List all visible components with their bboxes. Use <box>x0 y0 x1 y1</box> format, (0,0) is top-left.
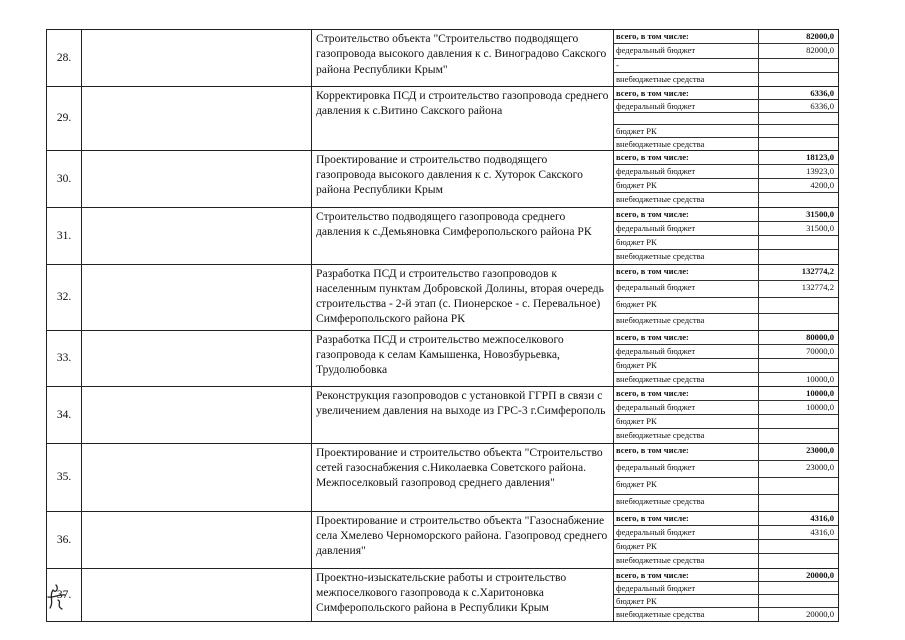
funding-source-label: внебюджетные средства <box>614 494 759 511</box>
financing-line <box>614 100 838 113</box>
project-description: Строительство объекта "Строительство подводящего газопровода высокого давления к с. Виноградово Сакского района Республики Крым" <box>312 30 614 87</box>
funding-source-label: всего, в том числе: <box>614 265 759 281</box>
financing-total-line <box>614 30 838 44</box>
funding-source-label: - <box>614 58 759 72</box>
financing-line <box>614 494 838 511</box>
funding-source-label: всего, в том числе: <box>614 208 759 222</box>
investment-table <box>46 29 839 622</box>
funding-source-label: всего, в том числе: <box>614 87 759 100</box>
empty-cell <box>82 386 312 443</box>
funding-amount <box>759 429 839 443</box>
financing-cell <box>614 568 839 621</box>
financing-cell <box>614 207 839 264</box>
financing-breakdown <box>614 87 838 150</box>
handwritten-signature <box>44 582 70 612</box>
project-description: Строительство подводящего газопровода среднего давления к с.Демьяновка Симферопольского района РК <box>312 207 614 264</box>
funding-source-label: бюджет РК <box>614 179 759 193</box>
financing-breakdown <box>614 444 838 511</box>
financing-line <box>614 358 838 372</box>
financing-line <box>614 595 838 608</box>
project-description: Разработка ПСД и строительство межпоселкового газопровода к селам Камышенка, Новозбурьевка, Трудолюбовка <box>312 330 614 386</box>
financing-breakdown <box>614 265 838 330</box>
funding-amount: 31500,0 <box>759 221 839 235</box>
financing-breakdown <box>614 208 838 264</box>
funding-amount: 23000,0 <box>759 444 839 461</box>
financing-line <box>614 415 838 429</box>
funding-source-label: федеральный бюджет <box>614 460 759 477</box>
empty-cell <box>82 30 312 87</box>
row-number: 30. <box>47 150 82 207</box>
financing-line <box>614 137 838 150</box>
financing-line <box>614 372 838 386</box>
financing-line <box>614 525 838 539</box>
table-row <box>47 511 839 568</box>
row-number: 31. <box>47 207 82 264</box>
funding-amount <box>759 554 839 568</box>
financing-line <box>614 477 838 494</box>
financing-total-line <box>614 87 838 100</box>
funding-source-label: всего, в том числе: <box>614 387 759 401</box>
project-description: Проектирование и строительство объекта "Строительство сетей газоснабжения с.Николаевка Советского района. Межпоселковый газопровод среднего давления" <box>312 443 614 511</box>
funding-source-label: всего, в том числе: <box>614 30 759 44</box>
table-row <box>47 150 839 207</box>
financing-total-line <box>614 444 838 461</box>
financing-cell <box>614 511 839 568</box>
table-row <box>47 87 839 151</box>
funding-amount: 13923,0 <box>759 164 839 178</box>
funding-amount: 132774,2 <box>759 281 839 298</box>
funding-source-label: всего, в том числе: <box>614 444 759 461</box>
empty-cell <box>82 87 312 151</box>
financing-total-line <box>614 151 838 165</box>
financing-breakdown <box>614 331 838 386</box>
funding-source-label <box>614 113 759 125</box>
funding-amount <box>759 358 839 372</box>
funding-amount: 132774,2 <box>759 265 839 281</box>
row-number: 28. <box>47 30 82 87</box>
funding-amount: 10000,0 <box>759 400 839 414</box>
funding-source-label: бюджет РК <box>614 595 759 608</box>
financing-cell <box>614 87 839 151</box>
table-body <box>47 30 839 622</box>
funding-amount <box>759 415 839 429</box>
funding-amount: 10000,0 <box>806 373 834 384</box>
project-description: Проектирование и строительство объекта "Газоснабжение села Хмелево Черноморского района. Газопровод среднего давления" <box>312 511 614 568</box>
funding-amount <box>759 297 839 314</box>
empty-cell <box>82 568 312 621</box>
funding-amount <box>759 494 839 511</box>
financing-line <box>614 314 838 330</box>
financing-cell <box>614 330 839 386</box>
funding-source-label: внебюджетные средства <box>614 429 759 443</box>
project-description: Проектирование и строительство подводящего газопровода высокого давления к с. Хуторок Сакского района Республики Крым <box>312 150 614 207</box>
financing-total-line <box>614 208 838 222</box>
financing-total-line <box>614 387 838 401</box>
financing-total-line <box>614 265 838 281</box>
financing-cell <box>614 264 839 330</box>
financing-line <box>614 44 838 58</box>
funding-amount <box>759 540 839 554</box>
financing-line <box>614 400 838 414</box>
funding-source-label: бюджет РК <box>614 540 759 554</box>
row-number: 33. <box>47 330 82 386</box>
financing-total-line <box>614 569 838 582</box>
table-row <box>47 443 839 511</box>
financing-breakdown <box>614 512 838 568</box>
financing-line <box>614 460 838 477</box>
funding-amount <box>759 595 839 608</box>
financing-cell <box>614 150 839 207</box>
financing-line <box>614 72 838 86</box>
project-description: Корректировка ПСД и строительство газопровода среднего давления к с.Витино Сакского района <box>312 87 614 151</box>
financing-line <box>614 281 838 298</box>
table-row <box>47 386 839 443</box>
empty-cell <box>82 207 312 264</box>
funding-source-label: внебюджетные средства <box>614 372 759 386</box>
financing-line <box>614 193 838 207</box>
row-number: 36. <box>47 511 82 568</box>
empty-cell <box>82 511 312 568</box>
financing-cell <box>614 443 839 511</box>
funding-amount: 6336,0 <box>759 100 839 113</box>
funding-source-label: внебюджетные средства <box>614 137 759 150</box>
funding-source-label: бюджет РК <box>614 477 759 494</box>
financing-line <box>614 236 838 250</box>
funding-amount: 31500,0 <box>759 208 839 222</box>
row-number: 35. <box>47 443 82 511</box>
funding-source-label: бюджет РК <box>614 236 759 250</box>
funding-source-label: федеральный бюджет <box>614 525 759 539</box>
financing-breakdown <box>614 569 838 621</box>
funding-source-label: всего, в том числе: <box>614 569 759 582</box>
funding-amount <box>759 477 839 494</box>
funding-source-label: всего, в том числе: <box>614 331 759 345</box>
financing-line <box>614 429 838 443</box>
funding-amount: 70000,0 <box>759 344 839 358</box>
funding-amount: 20000,0 <box>806 609 834 620</box>
financing-total-line <box>614 331 838 345</box>
funding-source-label: федеральный бюджет <box>614 100 759 113</box>
funding-source-label: бюджет РК <box>614 358 759 372</box>
financing-total-line <box>614 512 838 526</box>
row-number: 32. <box>47 264 82 330</box>
financing-line <box>614 540 838 554</box>
funding-source-label: бюджет РК <box>614 297 759 314</box>
funding-source-label: внебюджетные средства <box>614 554 759 568</box>
financing-line <box>614 250 838 264</box>
funding-source-label: федеральный бюджет <box>614 164 759 178</box>
empty-cell <box>82 330 312 386</box>
financing-line <box>614 344 838 358</box>
financing-line <box>614 164 838 178</box>
financing-breakdown <box>614 30 838 86</box>
project-description: Проектно-изыскательские работы и строительство межпоселкового газопровода к с.Харитоновка Симферопольского района в Республики Крым <box>312 568 614 621</box>
table-row <box>47 568 839 621</box>
funding-amount <box>759 137 839 150</box>
funding-source-label: федеральный бюджет <box>614 344 759 358</box>
funding-source-label: внебюджетные средства <box>614 72 759 86</box>
row-number: 29. <box>47 87 82 151</box>
financing-line <box>614 554 838 568</box>
funding-source-label: всего, в том числе: <box>614 151 759 165</box>
table-row <box>47 207 839 264</box>
funding-source-label: федеральный бюджет <box>614 281 759 298</box>
table-row <box>47 264 839 330</box>
funding-amount: 82000,0 <box>759 30 839 44</box>
funding-amount: 23000,0 <box>759 460 839 477</box>
funding-amount <box>759 72 839 86</box>
project-description: Реконструкция газопроводов с установкой ГГРП в связи с увеличением давления на выходе из ГРС-3 г.Симферополь <box>312 386 614 443</box>
empty-cell <box>82 150 312 207</box>
funding-amount <box>759 581 839 594</box>
empty-cell <box>82 443 312 511</box>
financing-line <box>614 179 838 193</box>
funding-amount <box>759 314 839 330</box>
funding-source-label: бюджет РК <box>614 124 759 137</box>
funding-amount: 4200,0 <box>759 179 839 193</box>
funding-amount: 4316,0 <box>759 525 839 539</box>
funding-source-label: внебюджетные средства <box>614 608 759 621</box>
financing-line <box>614 297 838 314</box>
funding-source-label: всего, в том числе: <box>614 512 759 526</box>
financing-line <box>614 608 838 621</box>
funding-amount: 18123,0 <box>759 151 839 165</box>
funding-amount: 20000,0 <box>759 569 839 582</box>
table-row <box>47 30 839 87</box>
financing-breakdown <box>614 387 838 443</box>
funding-source-label: федеральный бюджет <box>614 400 759 414</box>
funding-source-label: внебюджетные средства <box>614 250 759 264</box>
funding-source-label: федеральный бюджет <box>614 44 759 58</box>
financing-line <box>614 58 838 72</box>
funding-amount <box>759 193 839 207</box>
funding-amount <box>759 113 839 125</box>
funding-amount: 6336,0 <box>759 87 839 100</box>
financing-breakdown <box>614 151 838 207</box>
financing-line <box>614 581 838 594</box>
financing-cell <box>614 386 839 443</box>
financing-line <box>614 221 838 235</box>
empty-cell <box>82 264 312 330</box>
row-number: 37. <box>47 568 82 621</box>
funding-amount <box>759 124 839 137</box>
financing-line <box>614 113 838 125</box>
funding-source-label: внебюджетные средства <box>614 314 759 330</box>
financing-line <box>614 124 838 137</box>
table-row <box>47 330 839 386</box>
funding-source-label: внебюджетные средства <box>614 193 759 207</box>
row-number: 34. <box>47 386 82 443</box>
funding-amount <box>759 58 839 72</box>
funding-source-label: бюджет РК <box>614 415 759 429</box>
funding-amount <box>759 236 839 250</box>
funding-source-label: федеральный бюджет <box>614 221 759 235</box>
funding-amount: 82000,0 <box>759 44 839 58</box>
funding-amount <box>759 250 839 264</box>
funding-amount: 4316,0 <box>759 512 839 526</box>
funding-amount: 10000,0 <box>759 387 839 401</box>
project-description: Разработка ПСД и строительство газопроводов к населенным пунктам Добровской Долины, вторая очередь строительства - 2-й этап (с. Пионерское - с. Перевальное) Симферопольского района РК <box>312 264 614 330</box>
financing-cell <box>614 30 839 87</box>
funding-amount: 80000,0 <box>759 331 839 345</box>
funding-source-label: федеральный бюджет <box>614 581 759 594</box>
